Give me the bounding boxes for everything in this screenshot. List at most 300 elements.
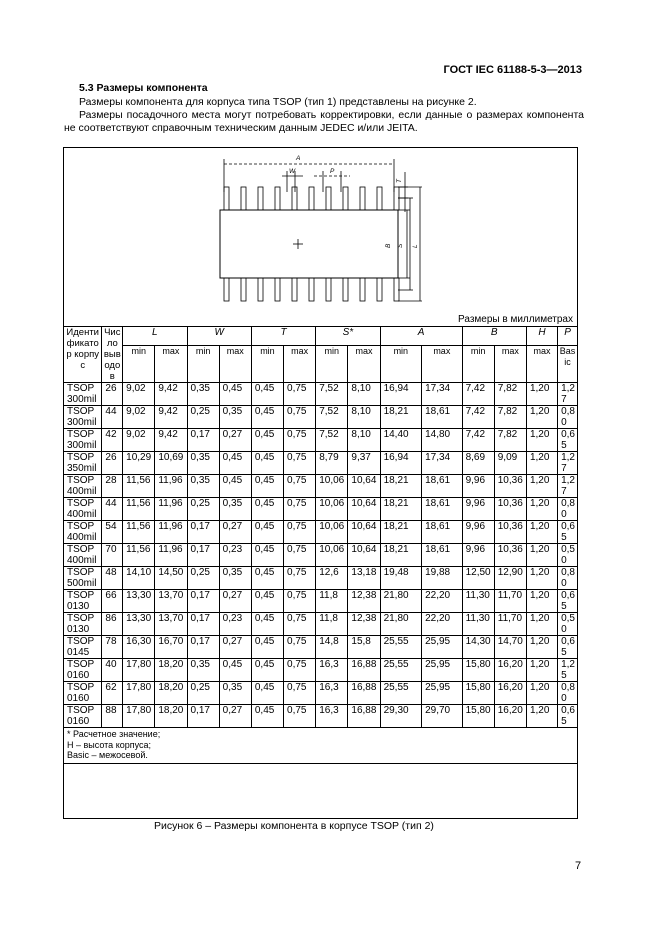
cell-h-max: 1,20 xyxy=(526,567,557,590)
cell-t-max: 0,75 xyxy=(284,429,316,452)
table-row xyxy=(64,544,578,567)
sub-min: min xyxy=(187,346,219,383)
table-row xyxy=(64,659,578,682)
cell-s-min: 16,3 xyxy=(316,659,348,682)
cell-t-max: 0,75 xyxy=(284,406,316,429)
lead xyxy=(360,278,365,301)
cell-l-min: 16,30 xyxy=(123,636,155,659)
table-row xyxy=(64,383,578,406)
cell-b-max: 9,09 xyxy=(494,452,526,475)
cell-l-min: 14,10 xyxy=(123,567,155,590)
cell-s-min: 16,3 xyxy=(316,705,348,728)
cell-h-max: 1,20 xyxy=(526,452,557,475)
cell-lead-count: 78 xyxy=(102,636,123,659)
lead xyxy=(377,187,382,210)
cell-package-id: TSOP 300mil xyxy=(64,383,102,406)
cell-b-max: 14,70 xyxy=(494,636,526,659)
lead xyxy=(343,278,348,301)
cell-b-max: 10,36 xyxy=(494,521,526,544)
cell-l-max: 11,96 xyxy=(155,498,187,521)
cell-s-max: 8,10 xyxy=(348,429,380,452)
label-p: P xyxy=(330,168,335,175)
cell-s-max: 8,10 xyxy=(348,406,380,429)
cell-p-basic: 0,65 xyxy=(558,429,578,452)
cell-lead-count: 70 xyxy=(102,544,123,567)
lead xyxy=(394,187,399,210)
cell-s-min: 7,52 xyxy=(316,383,348,406)
cell-p-basic: 0,80 xyxy=(558,567,578,590)
cell-p-basic: 0,65 xyxy=(558,705,578,728)
header-l: L xyxy=(123,327,187,346)
cell-package-id: TSOP 0130 xyxy=(64,613,102,636)
cell-a-min: 16,94 xyxy=(380,383,422,406)
cell-b-max: 10,36 xyxy=(494,544,526,567)
lead xyxy=(258,187,263,210)
table-row xyxy=(64,521,578,544)
cell-l-max: 13,70 xyxy=(155,613,187,636)
cell-s-max: 8,10 xyxy=(348,383,380,406)
cell-package-id: TSOP 350mil xyxy=(64,452,102,475)
cell-t-max: 0,75 xyxy=(284,636,316,659)
cell-l-max: 9,42 xyxy=(155,406,187,429)
cell-package-id: TSOP 0160 xyxy=(64,682,102,705)
cell-s-max: 16,88 xyxy=(348,705,380,728)
sub-max: max xyxy=(494,346,526,383)
cell-b-min: 11,30 xyxy=(462,590,494,613)
cell-t-max: 0,75 xyxy=(284,475,316,498)
cell-a-max: 19,88 xyxy=(422,567,463,590)
lead xyxy=(309,187,314,210)
cell-lead-count: 66 xyxy=(102,590,123,613)
table-row xyxy=(64,705,578,728)
section-title: 5.3 Размеры компонента xyxy=(79,82,208,94)
cell-w-max: 0,45 xyxy=(219,383,251,406)
cell-l-min: 9,02 xyxy=(123,383,155,406)
cell-p-basic: 0,65 xyxy=(558,636,578,659)
cell-package-id: TSOP 400mil xyxy=(64,475,102,498)
cell-w-max: 0,35 xyxy=(219,567,251,590)
table-row xyxy=(64,613,578,636)
cell-s-max: 12,38 xyxy=(348,590,380,613)
lead xyxy=(275,187,280,210)
sub-max: max xyxy=(284,346,316,383)
cell-s-min: 12,6 xyxy=(316,567,348,590)
cell-package-id: TSOP 400mil xyxy=(64,521,102,544)
sub-max: max xyxy=(155,346,187,383)
cell-l-min: 13,30 xyxy=(123,613,155,636)
cell-l-min: 9,02 xyxy=(123,429,155,452)
label-t: T xyxy=(396,179,403,183)
cell-h-max: 1,20 xyxy=(526,475,557,498)
header-s: S* xyxy=(316,327,380,346)
cell-w-min: 0,35 xyxy=(187,659,219,682)
cell-a-min: 18,21 xyxy=(380,498,422,521)
cell-s-min: 7,52 xyxy=(316,406,348,429)
cell-l-min: 17,80 xyxy=(123,705,155,728)
cell-package-id: TSOP 400mil xyxy=(64,498,102,521)
cell-b-max: 7,82 xyxy=(494,429,526,452)
cell-s-min: 16,3 xyxy=(316,682,348,705)
cell-lead-count: 54 xyxy=(102,521,123,544)
cell-w-max: 0,27 xyxy=(219,636,251,659)
cell-a-max: 18,61 xyxy=(422,498,463,521)
table-row xyxy=(64,682,578,705)
cell-p-basic: 0,50 xyxy=(558,613,578,636)
lead xyxy=(360,187,365,210)
cell-b-max: 16,20 xyxy=(494,682,526,705)
cell-lead-count: 42 xyxy=(102,429,123,452)
cell-w-max: 0,27 xyxy=(219,429,251,452)
cell-h-max: 1,20 xyxy=(526,682,557,705)
cell-t-min: 0,45 xyxy=(251,567,283,590)
cell-w-min: 0,35 xyxy=(187,452,219,475)
cell-t-max: 0,75 xyxy=(284,659,316,682)
cell-w-min: 0,35 xyxy=(187,475,219,498)
cell-lead-count: 88 xyxy=(102,705,123,728)
cell-l-max: 13,70 xyxy=(155,590,187,613)
cell-a-min: 25,55 xyxy=(380,659,422,682)
cell-w-max: 0,45 xyxy=(219,659,251,682)
cell-s-min: 10,06 xyxy=(316,544,348,567)
cell-h-max: 1,20 xyxy=(526,705,557,728)
cell-t-max: 0,75 xyxy=(284,498,316,521)
lead xyxy=(343,187,348,210)
cell-package-id: TSOP 300mil xyxy=(64,406,102,429)
cell-s-min: 7,52 xyxy=(316,429,348,452)
cell-b-min: 7,42 xyxy=(462,406,494,429)
cell-t-min: 0,45 xyxy=(251,383,283,406)
cell-w-max: 0,35 xyxy=(219,498,251,521)
cell-w-max: 0,35 xyxy=(219,682,251,705)
cell-lead-count: 44 xyxy=(102,406,123,429)
cell-l-max: 9,42 xyxy=(155,383,187,406)
cell-t-max: 0,75 xyxy=(284,452,316,475)
cell-a-min: 29,30 xyxy=(380,705,422,728)
label-a: A xyxy=(296,155,301,162)
cell-l-min: 17,80 xyxy=(123,682,155,705)
cell-t-min: 0,45 xyxy=(251,659,283,682)
cell-package-id: TSOP 300mil xyxy=(64,429,102,452)
cell-s-max: 16,88 xyxy=(348,659,380,682)
cell-t-max: 0,75 xyxy=(284,383,316,406)
cell-w-max: 0,23 xyxy=(219,544,251,567)
cell-w-max: 0,27 xyxy=(219,521,251,544)
cell-t-max: 0,75 xyxy=(284,613,316,636)
cell-b-min: 11,30 xyxy=(462,613,494,636)
cell-lead-count: 28 xyxy=(102,475,123,498)
cell-l-min: 17,80 xyxy=(123,659,155,682)
cell-p-basic: 1,25 xyxy=(558,659,578,682)
label-s: S xyxy=(397,243,404,248)
cell-l-min: 11,56 xyxy=(123,498,155,521)
cell-l-min: 9,02 xyxy=(123,406,155,429)
cell-lead-count: 48 xyxy=(102,567,123,590)
cell-l-max: 18,20 xyxy=(155,659,187,682)
cell-a-min: 25,55 xyxy=(380,636,422,659)
lead xyxy=(292,187,297,210)
header-t: T xyxy=(251,327,315,346)
cell-p-basic: 0,80 xyxy=(558,406,578,429)
lead xyxy=(258,278,263,301)
cell-t-min: 0,45 xyxy=(251,521,283,544)
cell-a-max: 18,61 xyxy=(422,406,463,429)
cell-lead-count: 86 xyxy=(102,613,123,636)
cell-l-max: 16,70 xyxy=(155,636,187,659)
header-a: A xyxy=(380,327,462,346)
cell-a-max: 18,61 xyxy=(422,544,463,567)
cell-package-id: TSOP 500mil xyxy=(64,567,102,590)
cell-s-max: 12,38 xyxy=(348,613,380,636)
cell-a-max: 14,80 xyxy=(422,429,463,452)
sub-max: max xyxy=(348,346,380,383)
cell-t-max: 0,75 xyxy=(284,705,316,728)
cell-h-max: 1,20 xyxy=(526,636,557,659)
cell-a-min: 18,21 xyxy=(380,544,422,567)
cell-w-max: 0,27 xyxy=(219,590,251,613)
cell-b-min: 9,96 xyxy=(462,498,494,521)
cell-w-min: 0,17 xyxy=(187,544,219,567)
cell-p-basic: 1,27 xyxy=(558,475,578,498)
sub-max: max xyxy=(219,346,251,383)
cell-b-min: 15,80 xyxy=(462,659,494,682)
cell-b-max: 11,70 xyxy=(494,590,526,613)
cell-a-max: 25,95 xyxy=(422,659,463,682)
header-count: Число выводов xyxy=(103,327,121,382)
lead xyxy=(326,278,331,301)
cell-w-max: 0,45 xyxy=(219,475,251,498)
cell-t-min: 0,45 xyxy=(251,636,283,659)
sub-basic: Basic xyxy=(558,346,578,383)
units-note: Размеры в миллиметрах xyxy=(458,314,573,325)
cell-h-max: 1,20 xyxy=(526,613,557,636)
cell-t-min: 0,45 xyxy=(251,475,283,498)
cell-lead-count: 40 xyxy=(102,659,123,682)
cell-t-min: 0,45 xyxy=(251,498,283,521)
sub-min: min xyxy=(251,346,283,383)
sub-min: min xyxy=(316,346,348,383)
cell-a-max: 22,20 xyxy=(422,590,463,613)
cell-h-max: 1,20 xyxy=(526,590,557,613)
cell-b-min: 7,42 xyxy=(462,383,494,406)
cell-b-max: 7,82 xyxy=(494,383,526,406)
label-b: B xyxy=(385,243,392,248)
cell-p-basic: 0,80 xyxy=(558,498,578,521)
sub-min: min xyxy=(123,346,155,383)
cell-l-max: 11,96 xyxy=(155,544,187,567)
standard-number: ГОСТ IEC 61188-5-3—2013 xyxy=(443,64,582,76)
cell-a-min: 18,21 xyxy=(380,406,422,429)
cell-lead-count: 44 xyxy=(102,498,123,521)
header-id: Идентификатор корпус xyxy=(64,327,102,383)
note-1: * Расчетное значение; xyxy=(67,729,161,739)
cell-a-max: 29,70 xyxy=(422,705,463,728)
sub-min: min xyxy=(380,346,422,383)
cell-p-basic: 0,50 xyxy=(558,544,578,567)
cell-a-min: 16,94 xyxy=(380,452,422,475)
cell-package-id: TSOP 0160 xyxy=(64,659,102,682)
cell-a-max: 25,95 xyxy=(422,636,463,659)
cell-package-id: TSOP 0145 xyxy=(64,636,102,659)
cell-t-min: 0,45 xyxy=(251,590,283,613)
cell-b-max: 10,36 xyxy=(494,498,526,521)
cell-w-min: 0,17 xyxy=(187,636,219,659)
cell-a-min: 18,21 xyxy=(380,475,422,498)
cell-b-max: 7,82 xyxy=(494,406,526,429)
lead xyxy=(241,278,246,301)
cell-a-min: 14,40 xyxy=(380,429,422,452)
cell-l-max: 9,42 xyxy=(155,429,187,452)
cell-w-max: 0,35 xyxy=(219,406,251,429)
cell-l-min: 11,56 xyxy=(123,544,155,567)
cell-lead-count: 62 xyxy=(102,682,123,705)
package-leads xyxy=(224,187,399,301)
cell-b-min: 15,80 xyxy=(462,705,494,728)
cell-p-basic: 0,65 xyxy=(558,521,578,544)
cell-w-min: 0,17 xyxy=(187,705,219,728)
cell-t-max: 0,75 xyxy=(284,567,316,590)
cell-t-max: 0,75 xyxy=(284,521,316,544)
cell-s-max: 13,18 xyxy=(348,567,380,590)
cell-t-max: 0,75 xyxy=(284,682,316,705)
cell-b-min: 9,96 xyxy=(462,544,494,567)
cell-s-min: 11,8 xyxy=(316,590,348,613)
cell-s-min: 10,06 xyxy=(316,521,348,544)
lead xyxy=(292,278,297,301)
cell-h-max: 1,20 xyxy=(526,406,557,429)
cell-b-max: 11,70 xyxy=(494,613,526,636)
sub-max: max xyxy=(422,346,463,383)
table-row xyxy=(64,590,578,613)
lead xyxy=(394,278,399,301)
cell-l-max: 11,96 xyxy=(155,521,187,544)
cell-a-max: 18,61 xyxy=(422,475,463,498)
cell-b-max: 16,20 xyxy=(494,659,526,682)
cell-a-max: 22,20 xyxy=(422,613,463,636)
header-h: H xyxy=(526,327,557,346)
table-row xyxy=(64,636,578,659)
cell-p-basic: 0,80 xyxy=(558,682,578,705)
cell-t-min: 0,45 xyxy=(251,429,283,452)
figure-caption: Рисунок 6 – Размеры компонента в корпусе TSOP (тип 2) xyxy=(154,820,434,832)
cell-w-min: 0,25 xyxy=(187,406,219,429)
cell-t-min: 0,45 xyxy=(251,705,283,728)
cell-t-min: 0,45 xyxy=(251,613,283,636)
cell-h-max: 1,20 xyxy=(526,429,557,452)
cell-a-max: 25,95 xyxy=(422,682,463,705)
cell-w-min: 0,25 xyxy=(187,498,219,521)
tsop-package-drawing xyxy=(210,150,425,310)
table-row xyxy=(64,452,578,475)
paragraph-1: Размеры компонента для корпуса типа TSOP (тип 1) представлены на рисунке 2. xyxy=(79,96,477,108)
dimensions-table xyxy=(63,326,578,764)
cell-package-id: TSOP 400mil xyxy=(64,544,102,567)
lead xyxy=(241,187,246,210)
cell-w-max: 0,27 xyxy=(219,705,251,728)
cell-p-basic: 1,27 xyxy=(558,383,578,406)
cell-h-max: 1,20 xyxy=(526,544,557,567)
lead xyxy=(326,187,331,210)
cell-t-max: 0,75 xyxy=(284,590,316,613)
cell-a-max: 17,34 xyxy=(422,383,463,406)
cell-h-max: 1,20 xyxy=(526,498,557,521)
table-row xyxy=(64,498,578,521)
lead xyxy=(224,278,229,301)
table-row xyxy=(64,406,578,429)
header-b: B xyxy=(462,327,526,346)
cell-s-min: 14,8 xyxy=(316,636,348,659)
cell-b-min: 9,96 xyxy=(462,521,494,544)
cell-a-min: 25,55 xyxy=(380,682,422,705)
sub-min: min xyxy=(462,346,494,383)
cell-b-min: 15,80 xyxy=(462,682,494,705)
cell-l-min: 11,56 xyxy=(123,521,155,544)
cell-b-max: 16,20 xyxy=(494,705,526,728)
cell-a-min: 18,21 xyxy=(380,521,422,544)
cell-w-min: 0,17 xyxy=(187,429,219,452)
cell-l-min: 13,30 xyxy=(123,590,155,613)
header-w: W xyxy=(187,327,251,346)
cell-t-min: 0,45 xyxy=(251,544,283,567)
cell-b-min: 9,96 xyxy=(462,475,494,498)
cell-h-max: 1,20 xyxy=(526,383,557,406)
cell-s-max: 10,64 xyxy=(348,475,380,498)
cell-w-max: 0,45 xyxy=(219,452,251,475)
page-number: 7 xyxy=(575,860,582,872)
cell-a-max: 18,61 xyxy=(422,521,463,544)
cell-w-min: 0,25 xyxy=(187,682,219,705)
cell-p-basic: 0,65 xyxy=(558,590,578,613)
cell-s-min: 10,06 xyxy=(316,475,348,498)
cell-b-min: 8,69 xyxy=(462,452,494,475)
cell-b-min: 7,42 xyxy=(462,429,494,452)
cell-h-max: 1,20 xyxy=(526,659,557,682)
cell-b-min: 14,30 xyxy=(462,636,494,659)
cell-l-max: 11,96 xyxy=(155,475,187,498)
cell-s-max: 9,37 xyxy=(348,452,380,475)
paragraph-2: Размеры посадочного места могут потребовать корректировки, если данные о размерах компонента не соответствуют справочным техническим данным JEDEC и/или JEITA. xyxy=(64,109,584,134)
cell-l-max: 18,20 xyxy=(155,705,187,728)
cell-package-id: TSOP 0160 xyxy=(64,705,102,728)
cell-a-min: 21,80 xyxy=(380,590,422,613)
table-row xyxy=(64,567,578,590)
cell-l-min: 11,56 xyxy=(123,475,155,498)
cell-s-min: 11,8 xyxy=(316,613,348,636)
table-row xyxy=(64,475,578,498)
cell-l-max: 18,20 xyxy=(155,682,187,705)
note-3: Basic – межосевой. xyxy=(67,750,148,760)
cell-s-max: 16,88 xyxy=(348,682,380,705)
cell-l-max: 10,69 xyxy=(155,452,187,475)
cell-w-min: 0,35 xyxy=(187,383,219,406)
cell-t-max: 0,75 xyxy=(284,544,316,567)
cell-b-max: 12,90 xyxy=(494,567,526,590)
cell-l-min: 10,29 xyxy=(123,452,155,475)
table-row xyxy=(64,429,578,452)
cell-p-basic: 1,27 xyxy=(558,452,578,475)
cell-s-min: 10,06 xyxy=(316,498,348,521)
cell-s-max: 10,64 xyxy=(348,544,380,567)
cell-lead-count: 26 xyxy=(102,452,123,475)
cell-t-min: 0,45 xyxy=(251,452,283,475)
lead xyxy=(309,278,314,301)
cell-w-min: 0,17 xyxy=(187,590,219,613)
cell-lead-count: 26 xyxy=(102,383,123,406)
cell-h-max: 1,20 xyxy=(526,521,557,544)
cell-a-max: 17,34 xyxy=(422,452,463,475)
cell-s-max: 10,64 xyxy=(348,521,380,544)
cell-package-id: TSOP 0130 xyxy=(64,590,102,613)
cell-s-max: 10,64 xyxy=(348,498,380,521)
